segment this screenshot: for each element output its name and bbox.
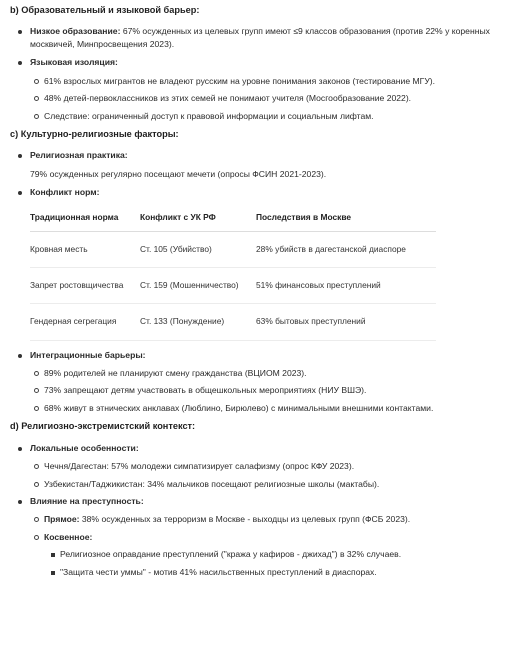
list-item bbox=[10, 384, 515, 396]
item-text: Религиозное оправдание преступлений ("кража у кафиров - джихад") в 32% случаев. bbox=[60, 549, 402, 560]
item-text: 73% запрещают детям участвовать в общешкольных мероприятиях (НИУ ВШЭ). bbox=[44, 385, 367, 396]
item-label: Языковая изоляция: bbox=[30, 57, 118, 68]
bullet-icon bbox=[18, 154, 22, 158]
list-item bbox=[10, 548, 515, 560]
item-label: Косвенное: bbox=[44, 531, 93, 542]
circle-bullet-icon bbox=[34, 406, 39, 411]
item-text: 89% родителей не планируют смену гражданства (ВЦИОМ 2023). bbox=[44, 367, 307, 378]
circle-bullet-icon bbox=[34, 79, 39, 84]
circle-bullet-icon bbox=[34, 96, 39, 101]
bullet-icon bbox=[18, 354, 22, 358]
list-item bbox=[10, 566, 515, 578]
item-label: Локальные особенности: bbox=[30, 442, 139, 453]
item-label: Влияние на преступность: bbox=[30, 496, 144, 507]
table-header: Последствия в Москве bbox=[256, 205, 436, 232]
item-text: 68% живут в этнических анклавах (Люблино, Бирюлево) с минимальными внешними контактами. bbox=[44, 402, 434, 413]
list-item bbox=[10, 110, 515, 122]
table-header-row bbox=[30, 205, 436, 232]
list-item-integration bbox=[10, 349, 515, 361]
circle-bullet-icon bbox=[34, 535, 39, 540]
circle-bullet-icon bbox=[34, 371, 39, 376]
bullet-icon bbox=[18, 30, 22, 34]
item-text: "Защита чести уммы" - мотив 41% насильственных преступлений в диаспорах. bbox=[60, 566, 377, 577]
item-text: Следствие: ограниченный доступ к правовой информации и социальным лифтам. bbox=[44, 110, 374, 121]
table-cell: Ст. 133 (Понуждение) bbox=[140, 304, 256, 340]
item-text: 48% детей-первоклассников из этих семей не понимают учителя (Мосгообразование 2022). bbox=[44, 93, 412, 104]
item-text: 38% осужденных за терроризм в Москве - выходцы из целевых групп (ФСБ 2023). bbox=[81, 514, 411, 525]
list-item bbox=[10, 478, 515, 490]
item-label: Прямое: bbox=[44, 514, 80, 525]
table-cell: Ст. 159 (Мошенничество) bbox=[140, 268, 256, 304]
list-item-religion bbox=[10, 149, 515, 161]
circle-bullet-icon bbox=[34, 114, 39, 119]
item-text: Узбекистан/Таджикистан: 34% мальчиков посещают религиозные школы (мактабы). bbox=[44, 478, 380, 489]
square-bullet-icon bbox=[51, 553, 55, 557]
item-text: Чечня/Дагестан: 57% молодежи симпатизирует салафизму (опрос КФУ 2023). bbox=[44, 461, 355, 472]
table-header: Традиционная норма bbox=[30, 205, 140, 232]
section-d-title: d) Религиозно-экстремистский контекст: bbox=[10, 421, 196, 432]
list-item-low-edu bbox=[10, 25, 515, 50]
list-item-indirect bbox=[10, 531, 515, 543]
item-text: 79% осужденных регулярно посещают мечети (опросы ФСИН 2021-2023). bbox=[30, 168, 327, 179]
bullet-icon bbox=[18, 447, 22, 451]
table-cell: 28% убийств в дагестанской диаспоре bbox=[256, 231, 436, 267]
square-bullet-icon bbox=[51, 571, 55, 575]
list-item bbox=[10, 367, 515, 379]
table-cell: Кровная месть bbox=[30, 231, 140, 267]
bullet-icon bbox=[18, 191, 22, 195]
list-item bbox=[10, 402, 515, 414]
table-header: Конфликт с УК РФ bbox=[140, 205, 256, 232]
circle-bullet-icon bbox=[34, 464, 39, 469]
list-item bbox=[10, 460, 515, 472]
bullet-icon bbox=[18, 500, 22, 504]
list-item-conflict bbox=[10, 186, 515, 198]
table-cell: Запрет ростовщичества bbox=[30, 268, 140, 304]
section-c-title: c) Культурно-религиозные факторы: bbox=[10, 129, 179, 140]
item-label: Интеграционные барьеры: bbox=[30, 349, 146, 360]
table-row bbox=[30, 268, 436, 304]
table-cell: 51% финансовых преступлений bbox=[256, 268, 436, 304]
item-text: 67% осужденных из целевых групп имеют ≤9 классов образования (против 22% у коренных москвичей, Минпросвещения 2023). bbox=[30, 26, 490, 49]
list-item bbox=[10, 92, 515, 104]
list-item bbox=[10, 75, 515, 87]
list-item-direct bbox=[10, 513, 515, 525]
item-text: 61% взрослых мигрантов не владеют русским на уровне понимания законов (тестирование МГУ). bbox=[44, 75, 436, 86]
conflict-table bbox=[30, 205, 436, 341]
item-label: Конфликт норм: bbox=[30, 187, 100, 198]
table-row bbox=[30, 304, 436, 340]
item-label: Низкое образование: bbox=[30, 26, 121, 37]
table-cell: 63% бытовых преступлений bbox=[256, 304, 436, 340]
circle-bullet-icon bbox=[34, 388, 39, 393]
table-cell: Ст. 105 (Убийство) bbox=[140, 231, 256, 267]
bullet-icon bbox=[18, 61, 22, 65]
circle-bullet-icon bbox=[34, 482, 39, 487]
list-item-local bbox=[10, 442, 515, 454]
section-b-title: b) Образовательный и языковой барьер: bbox=[10, 5, 200, 15]
circle-bullet-icon bbox=[34, 517, 39, 522]
list-item-lang bbox=[10, 56, 515, 68]
table-row bbox=[30, 231, 436, 267]
table-cell: Гендерная сегрегация bbox=[30, 304, 140, 340]
item-label: Религиозная практика: bbox=[30, 150, 128, 161]
list-item-crime bbox=[10, 495, 515, 507]
